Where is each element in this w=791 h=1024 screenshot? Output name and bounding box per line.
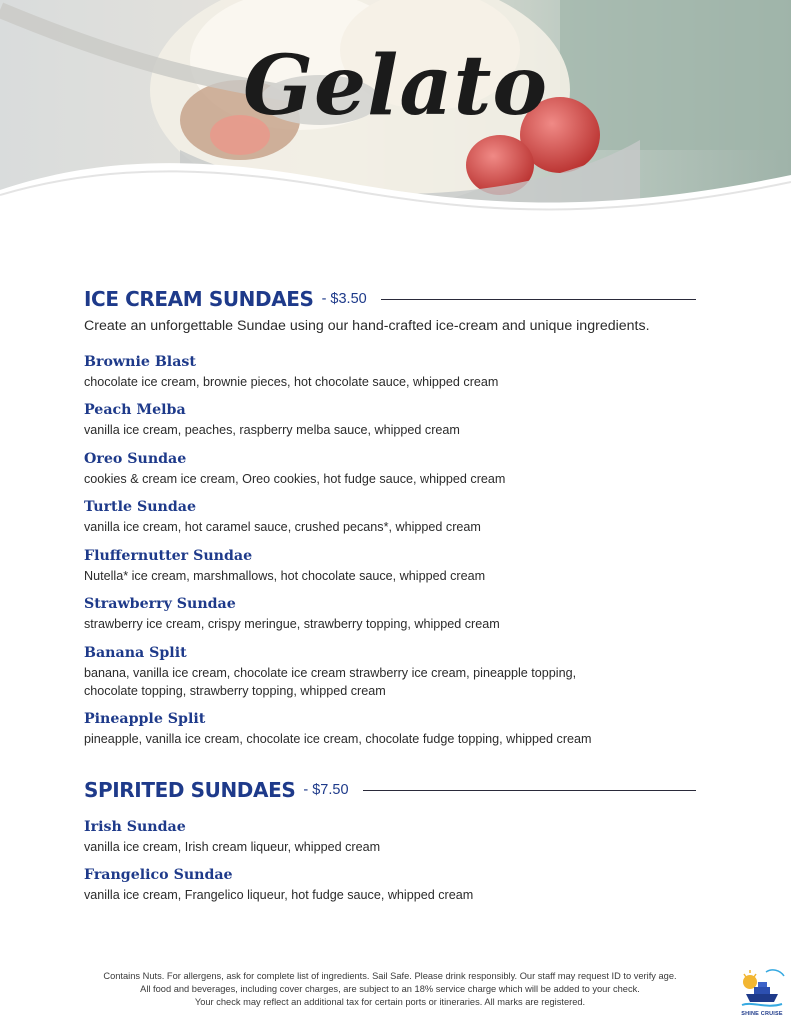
hero-image [0, 0, 791, 230]
section-title: ICE CREAM SUNDAES [84, 287, 314, 311]
section-title: SPIRITED SUNDAES [84, 778, 296, 802]
item-name: Irish Sundae [84, 819, 186, 835]
item-name: Brownie Blast [84, 354, 196, 370]
menu-item-fluffernutter-sundae [84, 547, 704, 585]
footer-line: Your check may reflect an additional tax for certain ports or itineraries. All marks are registered. [194, 997, 586, 1007]
menu-item-pineapple-split [84, 710, 704, 748]
item-name: Strawberry Sundae [84, 596, 236, 612]
menu-item-banana-split [84, 644, 704, 700]
menu-item-peach-melba [84, 401, 704, 439]
section-header-ice-cream-sundaes [84, 287, 696, 311]
item-description: cookies & cream ice cream, Oreo cookies, hot fudge sauce, whipped cream [84, 472, 506, 486]
cruise-logo [736, 964, 788, 1020]
menu-item-irish-sundae [84, 818, 704, 856]
item-description: vanilla ice cream, hot caramel sauce, crushed pecans*, whipped cream [84, 520, 481, 534]
item-name: Fluffernutter Sundae [84, 548, 253, 564]
item-description: chocolate ice cream, brownie pieces, hot chocolate sauce, whipped cream [84, 375, 499, 389]
item-name: Pineapple Split [84, 711, 206, 727]
item-description: Nutella* ice cream, marshmallows, hot chocolate sauce, whipped cream [84, 569, 486, 583]
section-header-spirited-sundaes [84, 778, 696, 802]
footer-line: All food and beverages, including cover charges, are subject to an 18% service charge which will be added to your check. [140, 984, 640, 994]
item-description: pineapple, vanilla ice cream, chocolate ice cream, chocolate fudge topping, whipped cream [84, 732, 592, 746]
item-name: Peach Melba [84, 402, 186, 418]
section-price: - $3.50 [321, 291, 367, 307]
item-description: banana, vanilla ice cream, chocolate ice cream strawberry ice cream, pineapple topping, [84, 666, 577, 680]
section-divider [381, 299, 696, 300]
menu-item-brownie-blast [84, 353, 704, 391]
menu-item-frangelico-sundae [84, 866, 704, 904]
menu-item-turtle-sundae [84, 498, 704, 536]
item-description: chocolate topping, strawberry topping, whipped cream [84, 684, 386, 698]
item-description: vanilla ice cream, peaches, raspberry melba sauce, whipped cream [84, 423, 460, 437]
item-description: vanilla ice cream, Irish cream liqueur, whipped cream [84, 840, 381, 854]
item-name: Frangelico Sundae [84, 867, 233, 883]
section-divider [363, 790, 696, 791]
footer-disclaimer [40, 970, 740, 1009]
footer-line: Contains Nuts. For allergens, ask for complete list of ingredients. Sail Safe. Please drink responsibly. Our staff may request ID to verify age. [103, 971, 677, 981]
section-intro: Create an unforgettable Sundae using our hand-crafted ice-cream and unique ingredients. [84, 318, 650, 334]
item-description: vanilla ice cream, Frangelico liqueur, hot fudge sauce, whipped cream [84, 888, 474, 902]
logo-text: SHINE CRUISE [741, 1011, 783, 1017]
menu-item-oreo-sundae [84, 450, 704, 488]
item-name: Turtle Sundae [84, 499, 196, 515]
item-name: Banana Split [84, 645, 187, 661]
ship-icon [736, 964, 788, 1012]
menu-item-strawberry-sundae [84, 595, 704, 633]
menu-title: Gelato [242, 38, 549, 134]
item-description: strawberry ice cream, crispy meringue, strawberry topping, whipped cream [84, 617, 500, 631]
item-name: Oreo Sundae [84, 451, 187, 467]
section-price: - $7.50 [303, 782, 349, 798]
